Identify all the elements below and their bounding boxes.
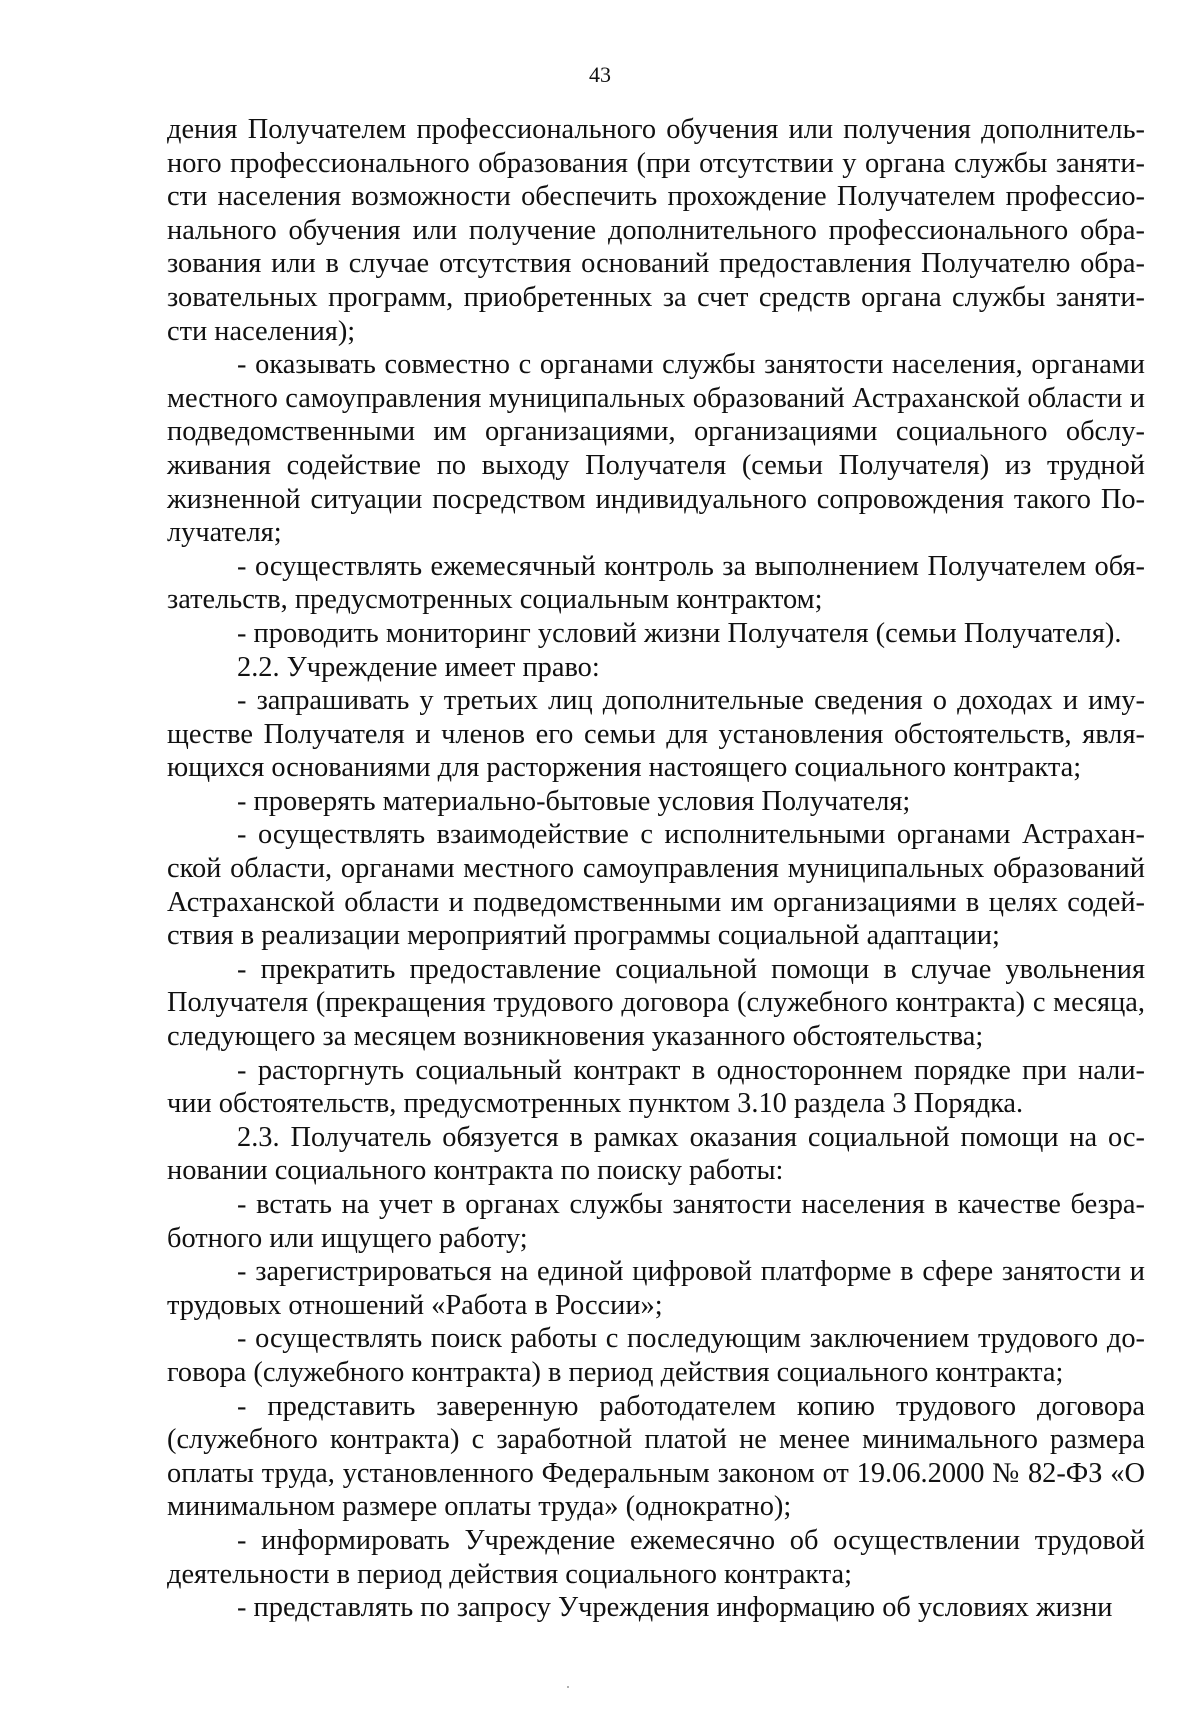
scan-speck — [567, 1686, 569, 1688]
paragraph: - проверять материально-бытовые условия Получателя; — [237, 785, 911, 817]
paragraph: - встать на учет в органах службы занятости населения в качестве безработного или ищущего работу; — [167, 1189, 1145, 1254]
document-body — [167, 113, 1145, 1625]
paragraph: - осуществлять ежемесячный контроль за выполнением Получателем обязательств, предусмотренных социальным контрактом; — [167, 550, 1145, 616]
paragraph: - представлять по запросу Учреждения информацию об условиях жизни — [237, 1592, 1113, 1624]
paragraph: - прекратить предоставление социальной помощи в случае увольнения Получателя (прекращения трудового договора (служебного контракта) с месяца, следующего за месяцем возникновения указанного обстоятельства; — [167, 953, 1145, 1053]
paragraph: - расторгнуть социальный контракт в одностороннем порядке при наличии обстоятельств, предусмотренных пунктом 3.10 раздела 3 Порядка. — [167, 1054, 1145, 1120]
paragraph: - представить заверенную работодателем копию трудового договора (служебного контракта) с заработной платой не менее минимального размера оплаты труда, установленного Федеральным законом от 19.06.2000 № 82-ФЗ «О минимальном размере оплаты труда» (однократно); — [167, 1390, 1145, 1523]
section-heading: 2.3. Получатель обязуется в рамках оказания социальной помощи на основании социального контракта по поиску работы: — [167, 1121, 1145, 1187]
section-heading: 2.2. Учреждение имеет право: — [237, 651, 600, 683]
paragraph: дения Получателем профессионального обучения или получения дополнительного профессионального образования (при отсутствии у органа службы занятисти населения возможности обеспечить прохождение Получателем профессионального обучения или получение дополнительного профессионального образования или в случае отсутствия оснований предоставления Получателю образовательных программ, приобретенных за счет средств органа службы занятисти населения); — [167, 114, 1145, 347]
paragraph: - зарегистрироваться на единой цифровой платформе в сфере занятости и трудовых отношений «Работа в России»; — [167, 1256, 1145, 1321]
page-number: 43 — [589, 62, 611, 87]
paragraph: - запрашивать у третьих лиц дополнительные сведения о доходах и имуществе Получателя и членов его семьи для установления обстоятельств, являющихся основаниями для расторжения настоящего социального контракта; — [167, 685, 1145, 784]
paragraph: - проводить мониторинг условий жизни Получателя (семьи Получателя). — [237, 617, 1122, 649]
paragraph: - информировать Учреждение ежемесячно об осуществлении трудовой деятельности в период действия социального контракта; — [167, 1524, 1145, 1590]
paragraph: - осуществлять взаимодействие с исполнительными органами Астраханской области, органами местного самоуправления муниципальных образований Астраханской области и подведомственными им организациями в целях содействия в реализации мероприятий программы социальной адаптации; — [167, 819, 1145, 952]
paragraph: - оказывать совместно с органами службы занятости населения, органами местного самоуправления муниципальных образований Астраханской области и подведомственными им организациями, организациями социального обслуживания содействие по выходу Получателя (семьи Получателя) из трудной жизненной ситуации посредством индивидуального сопровождения такого Получателя; — [167, 349, 1145, 549]
paragraph: - осуществлять поиск работы с последующим заключением трудового договора (служебного контракта) в период действия социального контракта; — [167, 1323, 1145, 1388]
